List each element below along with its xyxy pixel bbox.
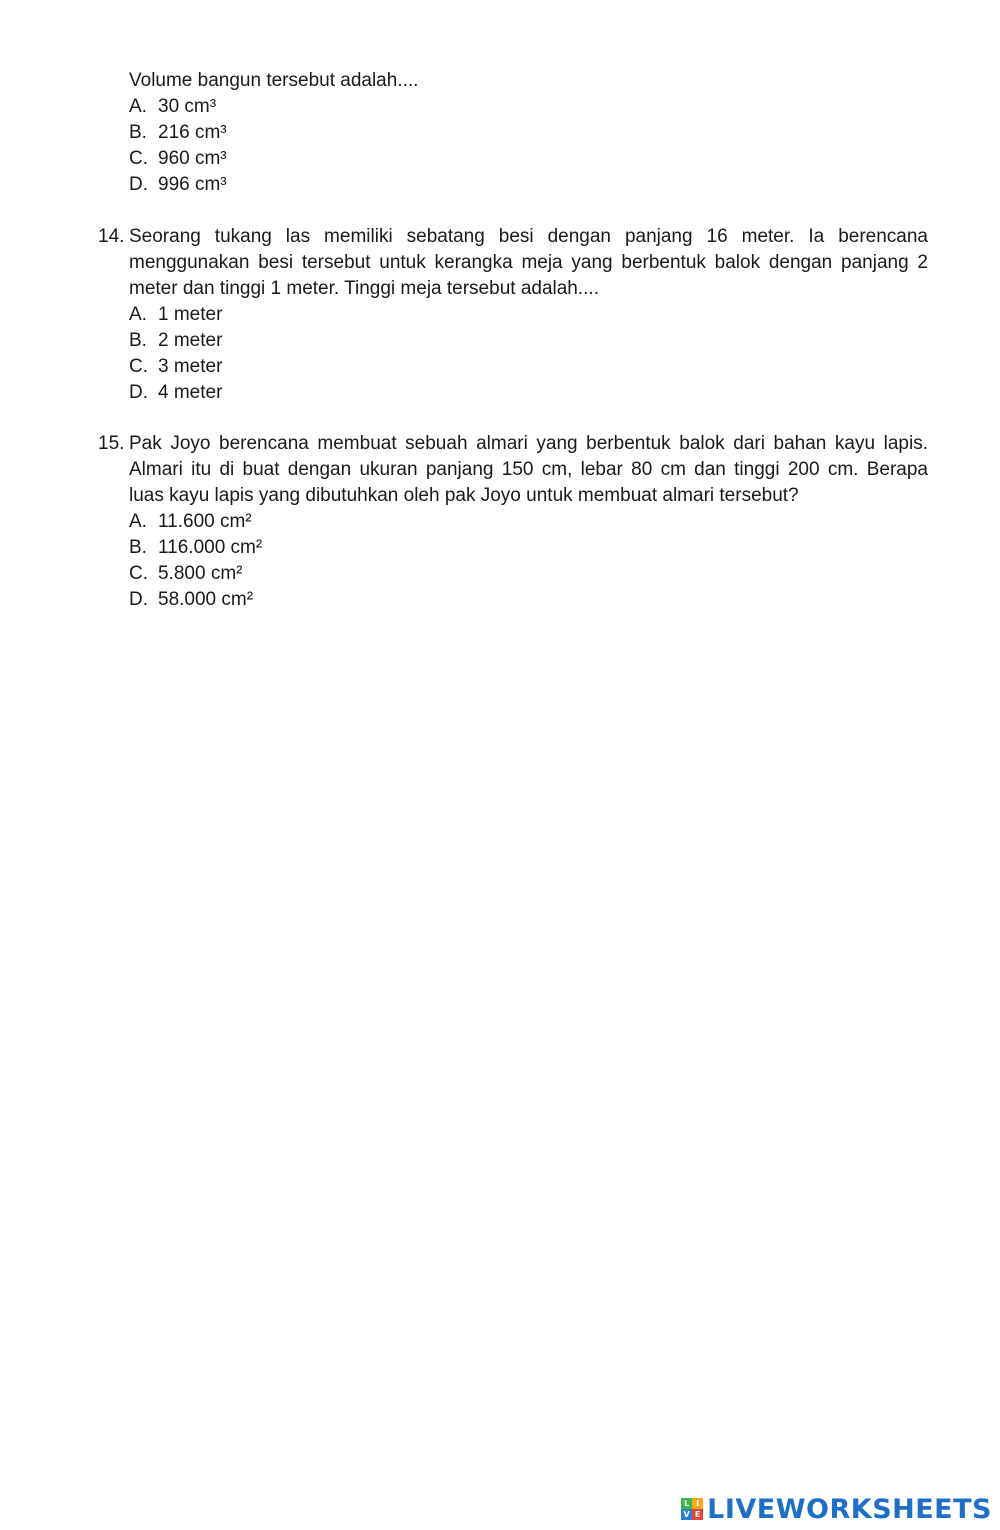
q13-option-c[interactable] (98, 146, 928, 172)
option-text: 1 meter (158, 304, 223, 325)
option-letter: D. (129, 382, 148, 403)
q14-option-a[interactable] (98, 302, 928, 328)
q13-option-a[interactable] (98, 94, 928, 120)
question-line: Seorang tukang las memiliki sebatang besi dengan panjang 16 meter. Ia berencana (129, 226, 928, 247)
option-letter: C. (129, 356, 148, 377)
question-number: 15. (98, 433, 125, 454)
option-text: 11.600 cm² (158, 511, 252, 532)
logo-badge-cell: V (681, 1509, 692, 1520)
logo-badge-icon (681, 1498, 703, 1520)
q14-option-d[interactable] (98, 380, 928, 406)
option-letter: B. (129, 122, 147, 143)
option-text: 2 meter (158, 330, 223, 351)
question-line: Pak Joyo berencana membuat sebuah almari yang berbentuk balok dari bahan kayu lapis. (129, 433, 928, 454)
logo-text: LIVEWORKSHEETS (707, 1493, 992, 1525)
option-text: 960 cm³ (158, 148, 227, 169)
option-letter: A. (129, 304, 147, 325)
q15-option-a[interactable] (98, 509, 928, 535)
option-text: 996 cm³ (158, 174, 227, 195)
liveworksheets-logo[interactable] (681, 1494, 992, 1524)
q14-option-c[interactable] (98, 354, 928, 380)
question-15-text (129, 431, 928, 509)
option-letter: D. (129, 589, 148, 610)
q13-option-d[interactable] (98, 172, 928, 198)
question-line: luas kayu lapis yang dibutuhkan oleh pak Joyo untuk membuat almari tersebut? (129, 485, 799, 506)
option-letter: C. (129, 148, 148, 169)
option-text: 58.000 cm² (158, 589, 254, 610)
question-13-prompt: Volume bangun tersebut adalah.... (129, 70, 419, 91)
option-text: 116.000 cm² (158, 537, 263, 558)
q15-option-c[interactable] (98, 561, 928, 587)
option-text: 5.800 cm² (158, 563, 243, 584)
option-letter: D. (129, 174, 148, 195)
question-line: meter dan tinggi 1 meter. Tinggi meja tersebut adalah.... (129, 278, 599, 299)
option-letter: A. (129, 96, 147, 117)
q15-option-b[interactable] (98, 535, 928, 561)
option-text: 3 meter (158, 356, 223, 377)
logo-badge-cell: L (681, 1498, 692, 1509)
q13-option-b[interactable] (98, 120, 928, 146)
logo-badge-cell: E (692, 1509, 703, 1520)
option-letter: C. (129, 563, 148, 584)
question-14-text (129, 224, 928, 302)
option-letter: B. (129, 330, 147, 351)
option-letter: B. (129, 537, 147, 558)
question-13-tail (98, 68, 928, 198)
option-text: 30 cm³ (158, 96, 217, 117)
question-line: Almari itu di buat dengan ukuran panjang 150 cm, lebar 80 cm dan tinggi 200 cm. Berapa (129, 459, 928, 480)
option-text: 4 meter (158, 382, 223, 403)
question-14-stem (98, 224, 928, 302)
option-text: 216 cm³ (158, 122, 227, 143)
question-14 (98, 224, 928, 406)
question-line: menggunakan besi tersebut untuk kerangka meja yang berbentuk balok dengan panjang 2 (129, 252, 928, 273)
option-letter: A. (129, 511, 147, 532)
question-number: 14. (98, 226, 125, 247)
question-15 (98, 431, 928, 613)
q15-option-d[interactable] (98, 587, 928, 613)
q14-option-b[interactable] (98, 328, 928, 354)
question-15-stem (98, 431, 928, 509)
logo-badge-cell: I (692, 1498, 703, 1509)
